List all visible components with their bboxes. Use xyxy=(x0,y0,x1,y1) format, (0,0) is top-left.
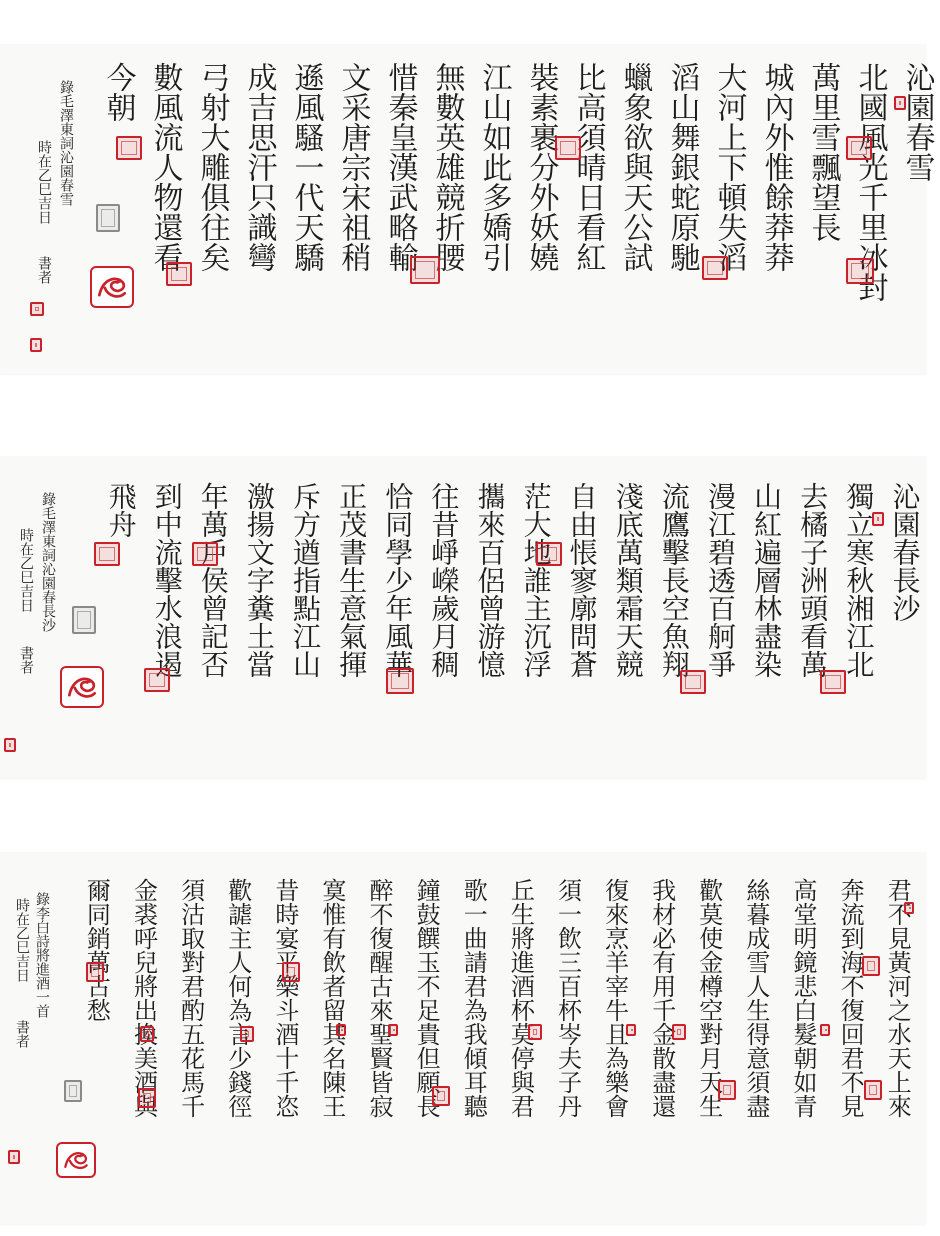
poem-column: 絲暮成雪人生得意須盡 xyxy=(741,878,770,1118)
signature-line: 錄毛澤東詞沁園春雪 xyxy=(58,80,74,206)
seal-stamp xyxy=(702,256,728,280)
seal-stamp xyxy=(672,1024,686,1040)
signature-line: 書者 xyxy=(14,1020,30,1048)
poem-column: 君不見黃河之水天上來 xyxy=(883,878,912,1118)
poem-column: 遜風騷一代天驕 xyxy=(288,62,324,272)
poem-column: 數風流人物還看 xyxy=(147,62,183,272)
signature-line: 錄毛澤東詞沁園春長沙 xyxy=(40,492,56,632)
signature-line: 時在乙巳吉日 xyxy=(18,528,34,612)
seal-stamp xyxy=(30,338,42,352)
poem-column: 淺底萬類霜天競 xyxy=(611,482,645,678)
poem-column: 沁園春雪 xyxy=(899,62,935,182)
poem-column: 城內外惟餘莽莽 xyxy=(758,62,794,272)
poem-columns xyxy=(94,44,940,374)
signature-line: 錄李白詩將進酒一首 xyxy=(34,892,50,1018)
seal-stamp xyxy=(4,738,16,752)
seal-stamp xyxy=(626,1024,636,1036)
poem-column: 今朝 xyxy=(100,62,136,122)
seal-stamp xyxy=(536,542,562,566)
dragon-seal xyxy=(60,666,104,708)
signature-line: 時在乙巳吉日 xyxy=(14,898,30,982)
poem-column: 去橘子洲頭看萬 xyxy=(796,482,830,678)
seal-stamp xyxy=(432,1086,450,1106)
seal-stamp xyxy=(386,668,414,694)
seal-stamp xyxy=(30,302,44,316)
poem-column: 獨立寒秋湘江北 xyxy=(842,482,876,678)
seal-stamp xyxy=(116,136,142,160)
dragon-seal xyxy=(90,266,134,308)
seal-stamp xyxy=(820,1024,830,1036)
poem-column: 復來烹羊宰牛且為樂會 xyxy=(600,878,629,1118)
signature-line: 書者 xyxy=(36,256,52,284)
poem-column: 丘生將進酒杯莫停與君 xyxy=(506,878,535,1118)
seal-stamp xyxy=(718,1080,736,1100)
seal-stamp xyxy=(388,1024,398,1036)
dragon-seal xyxy=(56,1142,96,1178)
seal-stamp xyxy=(820,670,846,694)
poem-column: 奔流到海不復回君不見 xyxy=(836,878,865,1118)
poem-column: 斥方遒指點江山 xyxy=(289,482,323,678)
poem-column: 昔時宴平樂斗酒十千恣 xyxy=(270,878,299,1118)
poem-column: 萬里雪飄望長 xyxy=(805,62,841,242)
poem-column: 大河上下頓失滔 xyxy=(711,62,747,272)
seal-stamp xyxy=(240,1026,254,1042)
poem-column: 年萬戶侯曾記否 xyxy=(196,482,230,678)
poem-column: 鐘鼓饌玉不足貴但願長 xyxy=(412,878,441,1118)
poem-column: 流鷹擊長空魚翔 xyxy=(657,482,691,678)
seal-stamp xyxy=(96,204,120,232)
poem-column: 爾同銷萬古愁 xyxy=(82,878,111,1022)
poem-column: 金裘呼兒將出換美酒與 xyxy=(129,878,158,1118)
seal-stamp xyxy=(555,136,581,160)
poem-column: 茫大地誰主沉浮 xyxy=(519,482,553,678)
poem-columns xyxy=(72,852,920,1224)
seal-stamp xyxy=(862,956,880,976)
seal-stamp xyxy=(94,542,120,566)
poem-column: 激揚文字糞土當 xyxy=(242,482,276,678)
poem-columns xyxy=(98,456,928,778)
seal-stamp xyxy=(336,1024,346,1036)
poem-column: 滔山舞銀蛇原馳 xyxy=(664,62,700,272)
seal-stamp xyxy=(528,1024,542,1040)
seal-stamp xyxy=(144,668,170,692)
poem-column: 比高須晴日看紅 xyxy=(570,62,606,272)
seal-stamp xyxy=(192,542,218,566)
seal-stamp xyxy=(64,1080,82,1102)
scroll-qinyuanchun-snow xyxy=(0,44,935,374)
poem-column: 須一飲三百杯岑夫子丹 xyxy=(553,878,582,1118)
poem-column: 往昔崢嶸歲月稠 xyxy=(427,482,461,678)
seal-stamp xyxy=(846,136,872,160)
poem-column: 我材必有用千金散盡還 xyxy=(647,878,676,1118)
poem-column: 寞惟有飲者留其名陳王 xyxy=(317,878,346,1118)
seal-stamp xyxy=(282,962,300,982)
poem-column: 到中流擊水浪遏 xyxy=(150,482,184,678)
seal-stamp xyxy=(864,1080,882,1100)
scroll-qinyuanchun-changsha xyxy=(0,456,926,778)
seal-stamp xyxy=(410,256,440,284)
poem-column: 成吉思汗只識彎 xyxy=(241,62,277,272)
scroll-jiangjinjiu xyxy=(0,852,926,1224)
poem-column: 歌一曲請君為我傾耳聽 xyxy=(459,878,488,1118)
poem-column: 高堂明鏡悲白髮朝如青 xyxy=(789,878,818,1118)
poem-column: 惜秦皇漢武略輸 xyxy=(382,62,418,272)
seal-stamp xyxy=(86,962,104,982)
poem-column: 山紅遍層林盡染 xyxy=(750,482,784,678)
seal-stamp xyxy=(846,258,874,284)
seal-stamp xyxy=(904,902,914,914)
seal-stamp xyxy=(72,606,96,634)
poem-column: 無數英雄競折腰 xyxy=(429,62,465,272)
poem-column: 須沽取對君酌五花馬千 xyxy=(176,878,205,1118)
poem-column: 沁園春長沙 xyxy=(888,482,922,622)
seal-stamp xyxy=(680,670,706,694)
poem-column: 江山如此多嬌引 xyxy=(476,62,512,272)
poem-column: 歡謔主人何為言少錢徑 xyxy=(223,878,252,1118)
poem-column: 弓射大雕俱往矣 xyxy=(194,62,230,272)
signature-line: 時在乙巳吉日 xyxy=(36,140,52,224)
poem-column: 裝素裹分外妖嬈 xyxy=(523,62,559,272)
poem-column: 正茂書生意氣揮 xyxy=(335,482,369,678)
poem-column: 漫江碧透百舸爭 xyxy=(704,482,737,678)
poem-column: 恰同學少年風華 xyxy=(381,482,415,678)
poem-column: 北國風光千里冰封 xyxy=(852,62,888,302)
poem-column: 文采唐宗宋祖稍 xyxy=(335,62,371,272)
seal-stamp xyxy=(140,1026,154,1042)
seal-stamp xyxy=(872,512,884,526)
poem-column: 歡莫使金樽空對月天生 xyxy=(694,878,723,1118)
poem-column: 飛舟 xyxy=(104,482,138,538)
poem-column: 自由悵寥廓問蒼 xyxy=(565,482,599,678)
signature-line: 書者 xyxy=(18,646,34,674)
poem-column: 醉不復醒古來聖賢皆寂 xyxy=(365,878,394,1118)
seal-stamp xyxy=(894,96,906,110)
seal-stamp xyxy=(138,1088,156,1108)
poem-column: 蠟象欲與天公試 xyxy=(617,62,653,272)
seal-stamp xyxy=(166,262,192,286)
seal-stamp xyxy=(8,1150,20,1164)
poem-column: 攜來百侶曾游憶 xyxy=(473,482,507,678)
